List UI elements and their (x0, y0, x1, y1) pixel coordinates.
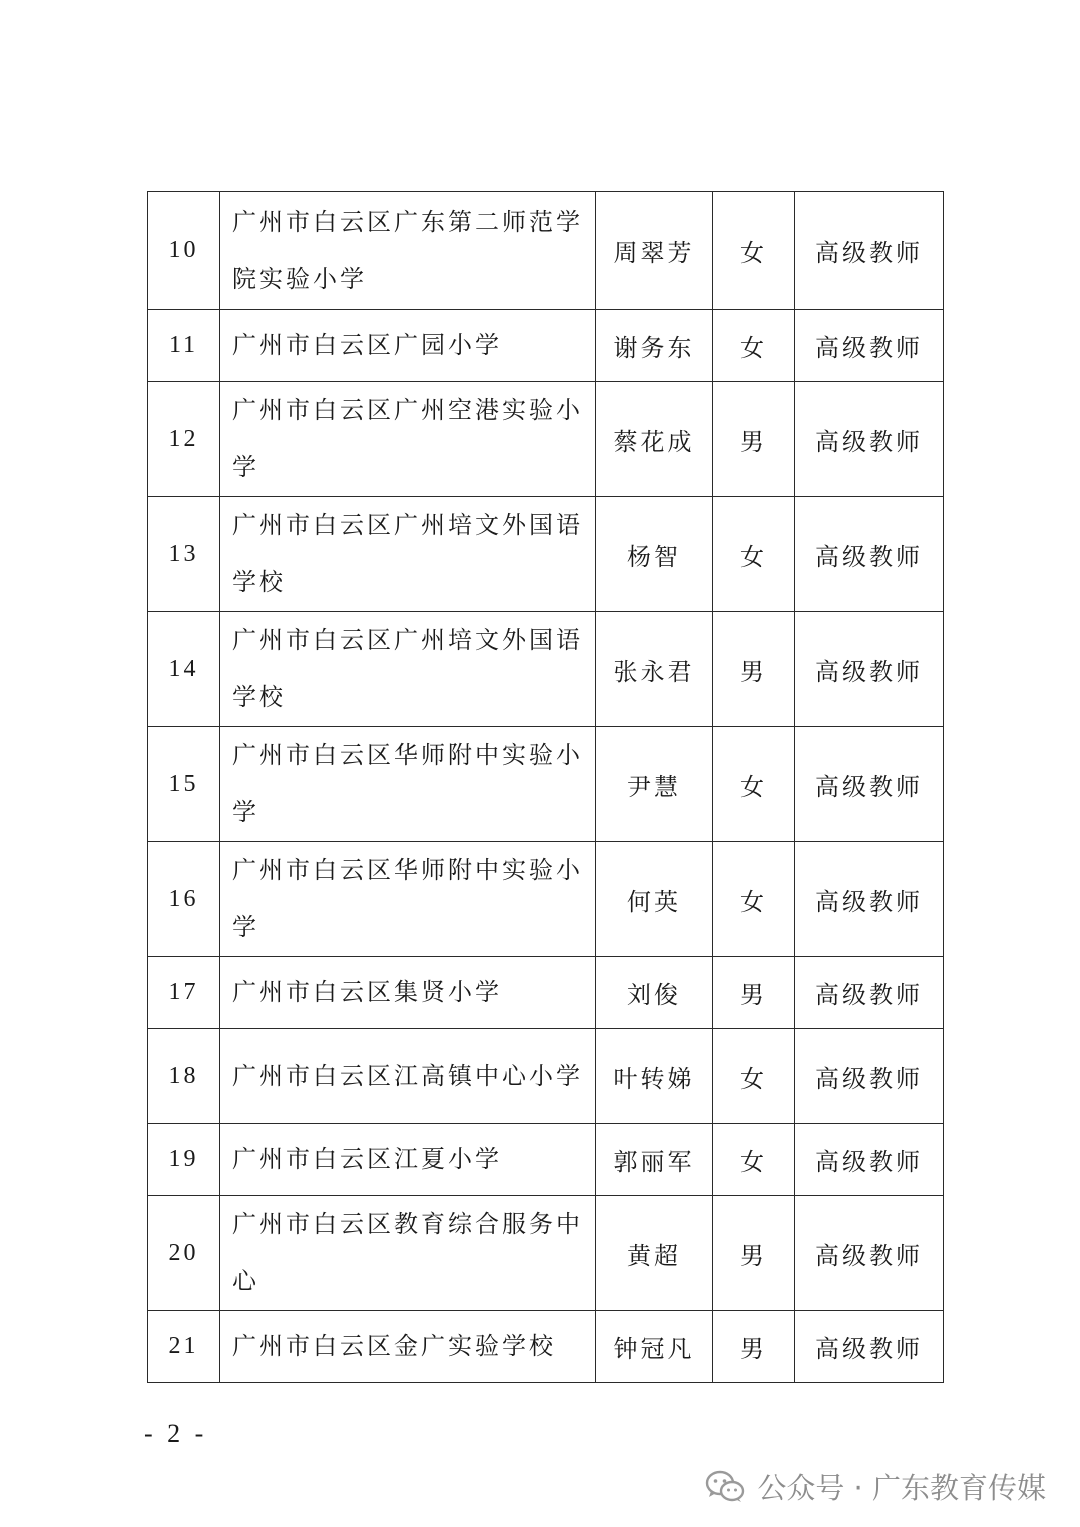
school-name: 广州市白云区华师附中实验小学 (220, 842, 596, 957)
table-row (148, 612, 944, 727)
school-name: 广州市白云区华师附中实验小学 (220, 727, 596, 842)
table-row (148, 1311, 944, 1383)
row-number: 11 (148, 310, 220, 382)
teacher-name: 何英 (596, 842, 713, 957)
row-number: 14 (148, 612, 220, 727)
table-row (148, 1029, 944, 1124)
table-row (148, 1196, 944, 1311)
teacher-gender: 男 (713, 1196, 795, 1311)
table-row (148, 957, 944, 1029)
school-name: 广州市白云区广园小学 (220, 310, 596, 382)
teacher-title: 高级教师 (795, 1311, 944, 1383)
teacher-name: 蔡花成 (596, 382, 713, 497)
row-number: 12 (148, 382, 220, 497)
teacher-gender: 男 (713, 1311, 795, 1383)
school-name: 广州市白云区广东第二师范学院实验小学 (220, 192, 596, 310)
row-number: 10 (148, 192, 220, 310)
teacher-gender: 女 (713, 1029, 795, 1124)
teacher-title: 高级教师 (795, 957, 944, 1029)
row-number: 21 (148, 1311, 220, 1383)
table-row (148, 192, 944, 310)
table-row (148, 1124, 944, 1196)
school-name: 广州市白云区江夏小学 (220, 1124, 596, 1196)
school-name: 广州市白云区金广实验学校 (220, 1311, 596, 1383)
teacher-name: 周翠芳 (596, 192, 713, 310)
school-name: 广州市白云区江高镇中心小学 (220, 1029, 596, 1124)
teacher-gender: 女 (713, 1124, 795, 1196)
teacher-title: 高级教师 (795, 1196, 944, 1311)
wechat-icon (705, 1470, 745, 1504)
teacher-name: 杨智 (596, 497, 713, 612)
teacher-title: 高级教师 (795, 497, 944, 612)
school-name: 广州市白云区广州空港实验小学 (220, 382, 596, 497)
teacher-title: 高级教师 (795, 612, 944, 727)
school-name: 广州市白云区集贤小学 (220, 957, 596, 1029)
row-number: 16 (148, 842, 220, 957)
teacher-title: 高级教师 (795, 1029, 944, 1124)
teacher-gender: 女 (713, 842, 795, 957)
teacher-roster-table (147, 191, 944, 1383)
teacher-name: 尹慧 (596, 727, 713, 842)
table-row (148, 727, 944, 842)
teacher-gender: 女 (713, 727, 795, 842)
teacher-name: 郭丽军 (596, 1124, 713, 1196)
teacher-title: 高级教师 (795, 310, 944, 382)
teacher-title: 高级教师 (795, 727, 944, 842)
table-row (148, 310, 944, 382)
teacher-title: 高级教师 (795, 382, 944, 497)
teacher-title: 高级教师 (795, 842, 944, 957)
table-row (148, 842, 944, 957)
watermark (705, 1466, 1046, 1507)
row-number: 20 (148, 1196, 220, 1311)
teacher-name: 谢务东 (596, 310, 713, 382)
table-row (148, 382, 944, 497)
teacher-name: 张永君 (596, 612, 713, 727)
school-name: 广州市白云区教育综合服务中心 (220, 1196, 596, 1311)
teacher-gender: 女 (713, 310, 795, 382)
watermark-text: 公众号 · 广东教育传媒 (757, 1471, 1046, 1505)
school-name: 广州市白云区广州培文外国语学校 (220, 497, 596, 612)
teacher-name: 黄超 (596, 1196, 713, 1311)
row-number: 15 (148, 727, 220, 842)
table-row (148, 497, 944, 612)
school-name: 广州市白云区广州培文外国语学校 (220, 612, 596, 727)
row-number: 17 (148, 957, 220, 1029)
teacher-gender: 女 (713, 192, 795, 310)
teacher-name: 叶转娣 (596, 1029, 713, 1124)
teacher-gender: 男 (713, 957, 795, 1029)
teacher-title: 高级教师 (795, 192, 944, 310)
teacher-name: 钟冠凡 (596, 1311, 713, 1383)
page-number: - 2 - (144, 1419, 208, 1448)
teacher-gender: 女 (713, 497, 795, 612)
row-number: 13 (148, 497, 220, 612)
teacher-title: 高级教师 (795, 1124, 944, 1196)
row-number: 18 (148, 1029, 220, 1124)
teacher-gender: 男 (713, 382, 795, 497)
teacher-name: 刘俊 (596, 957, 713, 1029)
row-number: 19 (148, 1124, 220, 1196)
teacher-gender: 男 (713, 612, 795, 727)
